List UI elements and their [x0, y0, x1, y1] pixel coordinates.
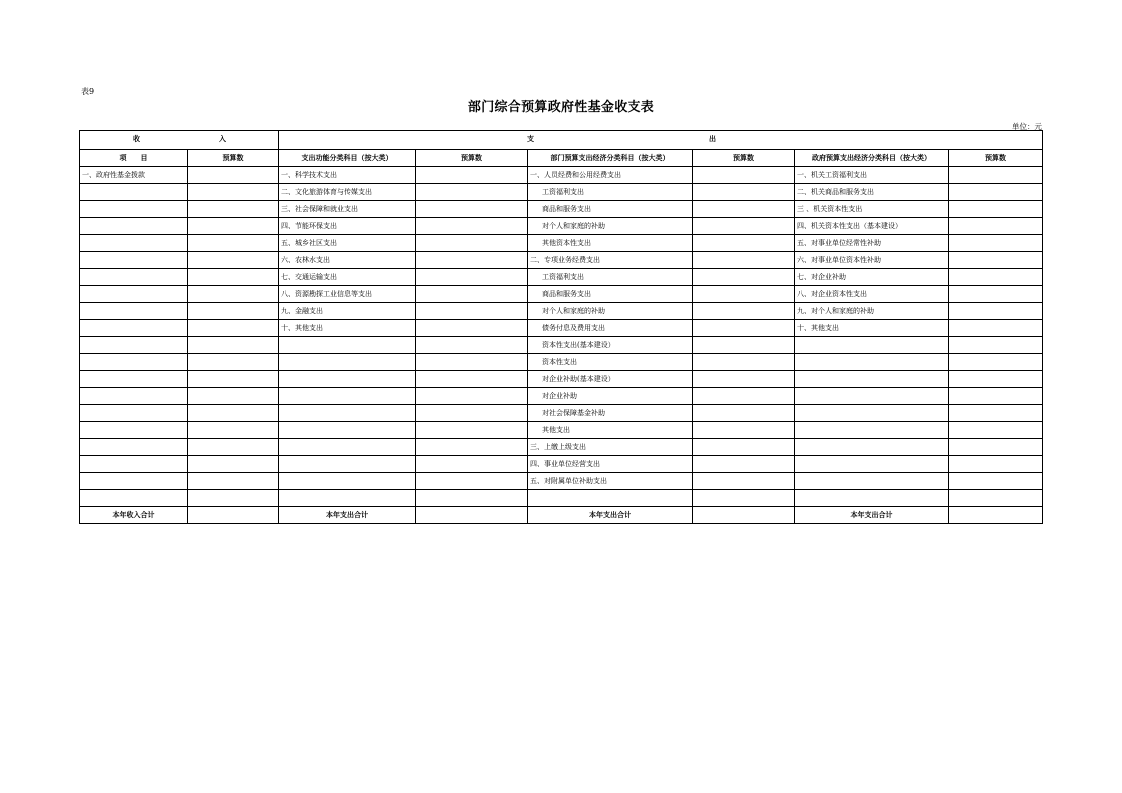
row-dept-econ: 三、上缴上级支出: [528, 439, 693, 456]
row-budget-4[interactable]: [949, 218, 1043, 235]
row-budget-3[interactable]: [693, 422, 795, 439]
row-gov-econ: [795, 388, 949, 405]
row-gov-econ: 八、对企业资本性支出: [795, 286, 949, 303]
row-budget-3[interactable]: [693, 201, 795, 218]
row-func-class: 九、金融支出: [279, 303, 416, 320]
row-budget-3[interactable]: [693, 354, 795, 371]
row-budget-1[interactable]: [188, 337, 279, 354]
row-dept-econ: 对个人和家庭的补助: [528, 303, 693, 320]
table-row: [80, 167, 1043, 184]
row-func-class: 四、节能环保支出: [279, 218, 416, 235]
row-item: [80, 439, 188, 456]
header-budget-4: 预算数: [949, 150, 1043, 167]
row-budget-4[interactable]: [949, 286, 1043, 303]
row-gov-econ: 三 、机关资本性支出: [795, 201, 949, 218]
row-budget-4[interactable]: [949, 354, 1043, 371]
row-budget-1[interactable]: [188, 167, 279, 184]
page-title: 部门综合预算政府性基金收支表: [467, 100, 655, 115]
row-dept-econ: [528, 490, 693, 507]
gov-total-label: 本年支出合计: [795, 507, 949, 524]
row-budget-2[interactable]: [416, 354, 528, 371]
row-budget-4[interactable]: [949, 490, 1043, 507]
row-budget-2[interactable]: [416, 235, 528, 252]
row-budget-2[interactable]: [416, 286, 528, 303]
budget-table: [79, 130, 1043, 524]
row-dept-econ: 二、专项业务经费支出: [528, 252, 693, 269]
table-row: [80, 405, 1043, 422]
row-budget-1[interactable]: [188, 218, 279, 235]
row-budget-1[interactable]: [188, 320, 279, 337]
row-budget-1[interactable]: [188, 490, 279, 507]
row-gov-econ: [795, 371, 949, 388]
row-item: [80, 371, 188, 388]
row-gov-econ: 七、对企业补助: [795, 269, 949, 286]
row-gov-econ: [795, 354, 949, 371]
row-dept-econ: 债务付息及费用支出: [528, 320, 693, 337]
row-budget-1[interactable]: [188, 354, 279, 371]
row-dept-econ: 商品和服务支出: [528, 201, 693, 218]
row-budget-3[interactable]: [693, 337, 795, 354]
table-row: [80, 320, 1043, 337]
row-budget-3[interactable]: [693, 490, 795, 507]
row-budget-3[interactable]: [693, 473, 795, 490]
row-gov-econ: 九、对个人和家庭的补助: [795, 303, 949, 320]
row-gov-econ: [795, 422, 949, 439]
row-budget-3[interactable]: [693, 252, 795, 269]
row-budget-2[interactable]: [416, 184, 528, 201]
row-budget-4[interactable]: [949, 269, 1043, 286]
income-section-header: [80, 131, 279, 150]
gov-total-value[interactable]: [949, 507, 1043, 524]
row-budget-4[interactable]: [949, 235, 1043, 252]
row-func-class: 一、科学技术支出: [279, 167, 416, 184]
row-budget-4[interactable]: [949, 303, 1043, 320]
header-dept-econ: 部门预算支出经济分类科目（按大类）: [528, 150, 693, 167]
row-budget-2[interactable]: [416, 439, 528, 456]
row-dept-econ: 其他资本性支出: [528, 235, 693, 252]
table-row: [80, 490, 1043, 507]
header-func-class: 支出功能分类科目（按大类）: [279, 150, 416, 167]
table-row: [80, 439, 1043, 456]
unit-label: 单位：元: [1012, 122, 1042, 131]
row-item: [80, 320, 188, 337]
row-gov-econ: 四、机关资本性支出（基本建设）: [795, 218, 949, 235]
table-row: [80, 303, 1043, 320]
row-budget-1[interactable]: [188, 371, 279, 388]
row-item: 一、政府性基金拨款: [80, 167, 188, 184]
row-budget-4[interactable]: [949, 371, 1043, 388]
table-row: [80, 456, 1043, 473]
row-budget-2[interactable]: [416, 473, 528, 490]
table-row: [80, 354, 1043, 371]
row-func-class: [279, 371, 416, 388]
row-func-class: [279, 388, 416, 405]
row-budget-3[interactable]: [693, 456, 795, 473]
row-budget-3[interactable]: [693, 269, 795, 286]
table-row: [80, 184, 1043, 201]
row-gov-econ: [795, 439, 949, 456]
header-budget-1: 预算数: [188, 150, 279, 167]
row-item: [80, 218, 188, 235]
row-budget-4[interactable]: [949, 422, 1043, 439]
row-budget-3[interactable]: [693, 303, 795, 320]
section-header-row: [80, 131, 1043, 150]
row-budget-2[interactable]: [416, 252, 528, 269]
table-row: [80, 286, 1043, 303]
row-gov-econ: [795, 456, 949, 473]
row-item: [80, 286, 188, 303]
row-item: [80, 201, 188, 218]
row-budget-4[interactable]: [949, 337, 1043, 354]
row-func-class: 五、城乡社区支出: [279, 235, 416, 252]
row-item: [80, 473, 188, 490]
row-dept-econ: 对企业补助(基本建设）: [528, 371, 693, 388]
row-gov-econ: [795, 490, 949, 507]
row-dept-econ: 资本性支出(基本建设）: [528, 337, 693, 354]
row-budget-4[interactable]: [949, 167, 1043, 184]
income-total-value[interactable]: [188, 507, 279, 524]
row-item: [80, 235, 188, 252]
row-budget-2[interactable]: [416, 201, 528, 218]
income-total-label: 本年收入合计: [80, 507, 188, 524]
table-row: [80, 371, 1043, 388]
header-gov-econ: 政府预算支出经济分类科目（按大类）: [795, 150, 949, 167]
row-budget-1[interactable]: [188, 201, 279, 218]
func-total-label: 本年支出合计: [279, 507, 416, 524]
row-dept-econ: 商品和服务支出: [528, 286, 693, 303]
row-gov-econ: 五、对事业单位经常性补助: [795, 235, 949, 252]
row-budget-2[interactable]: [416, 218, 528, 235]
row-item: [80, 303, 188, 320]
row-func-class: 十、其他支出: [279, 320, 416, 337]
row-budget-4[interactable]: [949, 388, 1043, 405]
row-budget-3[interactable]: [693, 388, 795, 405]
row-item: [80, 456, 188, 473]
func-total-value[interactable]: [416, 507, 528, 524]
table-row: [80, 201, 1043, 218]
header-budget-3: 预算数: [693, 150, 795, 167]
row-budget-4[interactable]: [949, 320, 1043, 337]
row-func-class: [279, 354, 416, 371]
row-gov-econ: 一、机关工资福利支出: [795, 167, 949, 184]
row-gov-econ: [795, 337, 949, 354]
row-budget-1[interactable]: [188, 184, 279, 201]
row-gov-econ: [795, 473, 949, 490]
row-budget-3[interactable]: [693, 320, 795, 337]
dept-total-value[interactable]: [693, 507, 795, 524]
row-budget-1[interactable]: [188, 439, 279, 456]
row-budget-3[interactable]: [693, 439, 795, 456]
row-budget-2[interactable]: [416, 269, 528, 286]
row-budget-2[interactable]: [416, 320, 528, 337]
row-dept-econ: 四、事业单位经营支出: [528, 456, 693, 473]
row-budget-4[interactable]: [949, 184, 1043, 201]
row-budget-1[interactable]: [188, 286, 279, 303]
row-func-class: 二、文化旅游体育与传媒支出: [279, 184, 416, 201]
row-dept-econ: 一、人员经费和公用经费支出: [528, 167, 693, 184]
row-budget-1[interactable]: [188, 252, 279, 269]
table-row: [80, 337, 1043, 354]
row-budget-2[interactable]: [416, 490, 528, 507]
row-func-class: [279, 439, 416, 456]
row-budget-4[interactable]: [949, 456, 1043, 473]
row-budget-2[interactable]: [416, 422, 528, 439]
row-budget-3[interactable]: [693, 286, 795, 303]
header-item: 项 目: [80, 150, 188, 167]
row-func-class: [279, 473, 416, 490]
row-budget-4[interactable]: [949, 252, 1043, 269]
income-section-char-2: 入: [219, 134, 226, 143]
row-budget-3[interactable]: [693, 405, 795, 422]
row-budget-2[interactable]: [416, 456, 528, 473]
row-budget-1[interactable]: [188, 235, 279, 252]
row-budget-2[interactable]: [416, 303, 528, 320]
row-budget-3[interactable]: [693, 218, 795, 235]
table-row: [80, 388, 1043, 405]
row-gov-econ: 十、其他支出: [795, 320, 949, 337]
row-budget-4[interactable]: [949, 405, 1043, 422]
row-dept-econ: 工资福利支出: [528, 269, 693, 286]
row-dept-econ: 其他支出: [528, 422, 693, 439]
expense-section-char-2: 出: [709, 134, 716, 143]
row-budget-1[interactable]: [188, 388, 279, 405]
row-item: [80, 405, 188, 422]
row-budget-4[interactable]: [949, 201, 1043, 218]
row-budget-3[interactable]: [693, 167, 795, 184]
row-func-class: [279, 337, 416, 354]
row-item: [80, 252, 188, 269]
table-number: 表9: [81, 87, 95, 96]
row-budget-1[interactable]: [188, 422, 279, 439]
row-item: [80, 184, 188, 201]
row-budget-1[interactable]: [188, 456, 279, 473]
income-section-char-1: 收: [133, 134, 140, 143]
row-gov-econ: [795, 405, 949, 422]
row-budget-2[interactable]: [416, 405, 528, 422]
row-item: [80, 269, 188, 286]
row-dept-econ: 工资福利支出: [528, 184, 693, 201]
header-budget-2: 预算数: [416, 150, 528, 167]
row-budget-1[interactable]: [188, 473, 279, 490]
row-budget-1[interactable]: [188, 405, 279, 422]
row-gov-econ: 六、对事业单位资本性补助: [795, 252, 949, 269]
row-item: [80, 490, 188, 507]
row-func-class: [279, 490, 416, 507]
row-dept-econ: 对社会保障基金补助: [528, 405, 693, 422]
row-func-class: 八、资源勘探工业信息等支出: [279, 286, 416, 303]
row-budget-2[interactable]: [416, 167, 528, 184]
row-dept-econ: 对企业补助: [528, 388, 693, 405]
row-item: [80, 388, 188, 405]
table-row: [80, 269, 1043, 286]
row-budget-3[interactable]: [693, 184, 795, 201]
table-row: [80, 473, 1043, 490]
row-gov-econ: 二、机关商品和服务支出: [795, 184, 949, 201]
table-row: [80, 422, 1043, 439]
row-budget-2[interactable]: [416, 371, 528, 388]
row-func-class: [279, 405, 416, 422]
row-item: [80, 337, 188, 354]
expense-section-header: [279, 131, 1043, 150]
row-dept-econ: 资本性支出: [528, 354, 693, 371]
column-header-row: [80, 150, 1043, 167]
expense-section-char-1: 支: [527, 134, 534, 143]
row-dept-econ: 对个人和家庭的补助: [528, 218, 693, 235]
row-budget-4[interactable]: [949, 439, 1043, 456]
row-budget-2[interactable]: [416, 388, 528, 405]
total-row: [80, 507, 1043, 524]
dept-total-label: 本年支出合计: [528, 507, 693, 524]
row-budget-1[interactable]: [188, 269, 279, 286]
row-budget-4[interactable]: [949, 473, 1043, 490]
row-item: [80, 422, 188, 439]
table-row: [80, 235, 1043, 252]
row-budget-3[interactable]: [693, 235, 795, 252]
row-func-class: 七、交通运输支出: [279, 269, 416, 286]
row-func-class: [279, 422, 416, 439]
row-budget-3[interactable]: [693, 371, 795, 388]
row-func-class: [279, 456, 416, 473]
row-func-class: 六、农林水支出: [279, 252, 416, 269]
row-budget-1[interactable]: [188, 303, 279, 320]
row-func-class: 三、社会保障和就业支出: [279, 201, 416, 218]
table-row: [80, 252, 1043, 269]
row-budget-2[interactable]: [416, 337, 528, 354]
row-item: [80, 354, 188, 371]
row-dept-econ: 五、对附属单位补助支出: [528, 473, 693, 490]
table-row: [80, 218, 1043, 235]
